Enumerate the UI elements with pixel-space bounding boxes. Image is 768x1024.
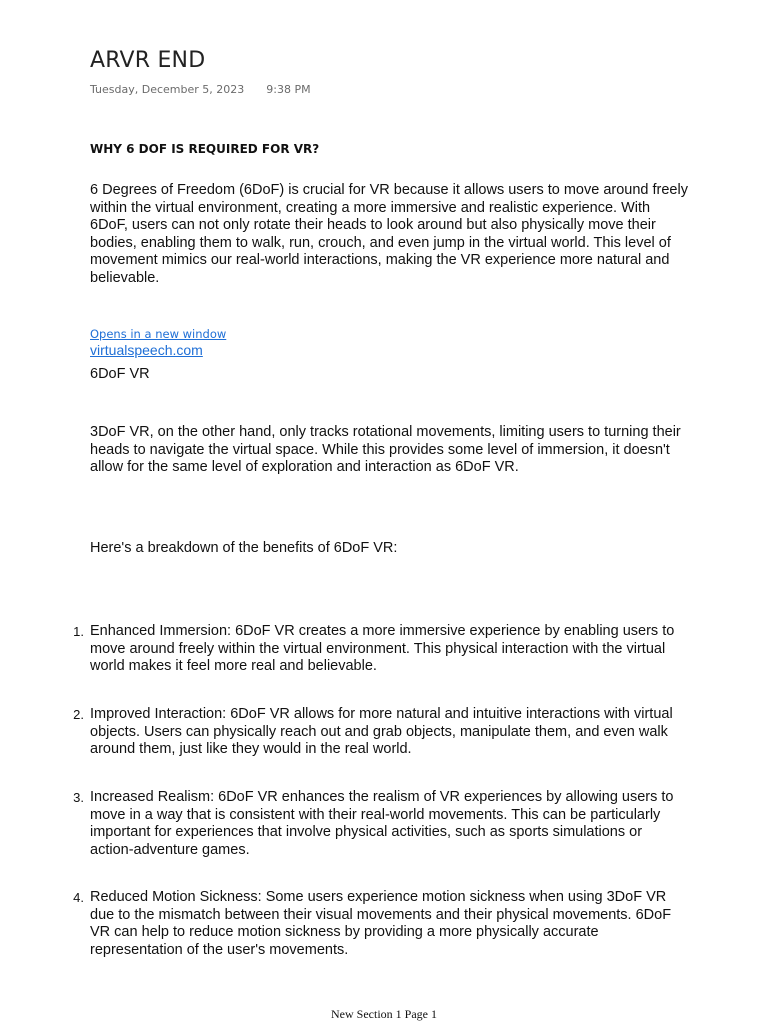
page-footer: New Section 1 Page 1 xyxy=(331,1007,437,1021)
list-item-text: Enhanced Immersion: 6DoF VR creates a more immersive experience by enabling users to move around freely within the virtual environment. This physical interaction with the virtual world makes it feel more real and believable. xyxy=(90,623,675,674)
list-number: 2. xyxy=(73,707,84,722)
source-site-link[interactable]: virtualspeech.com xyxy=(90,342,203,358)
page-title: ARVR END xyxy=(90,48,206,73)
page-time: 9:38 PM xyxy=(266,83,311,96)
open-new-window-link[interactable]: Opens in a new window xyxy=(90,327,227,341)
list-number: 4. xyxy=(73,890,84,905)
paragraph-3dof: 3DoF VR, on the other hand, only tracks rotational movements, limiting users to turning their heads to navigate the virtual space. While this provides some level of immersion, it doesn't allow for the same level of exploration and interaction as 6DoF VR. xyxy=(90,424,681,475)
page-date: Tuesday, December 5, 2023 xyxy=(90,83,245,96)
paragraph-6dof-intro: 6 Degrees of Freedom (6DoF) is crucial for VR because it allows users to move around freely within the virtual environment, creating a more immersive and realistic experience. With 6DoF, users can not only rotate their heads to look around but also physically move their bodies, enabling them to walk, run, crouch, and even jump in the virtual world. This level of movement mimics our real-world interactions, making the VR experience more natural and believable. xyxy=(90,182,688,286)
list-item-text: Increased Realism: 6DoF VR enhances the realism of VR experiences by allowing users to move in a way that is consistent with their real-world movements. This can be particularly important for experiences that involve physical activities, such as sports simulations or action-adventure games. xyxy=(90,789,674,858)
paragraph-breakdown-intro: Here's a breakdown of the benefits of 6DoF VR: xyxy=(90,540,398,556)
list-item xyxy=(73,706,685,759)
page-meta xyxy=(90,83,311,96)
list-number: 1. xyxy=(73,624,84,639)
list-item-text: Improved Interaction: 6DoF VR allows for more natural and intuitive interactions with virtual objects. Users can physically reach out and grab objects, manipulate them, and even walk around them, just like they would in the real world. xyxy=(90,706,673,757)
section-heading: WHY 6 DOF IS REQUIRED FOR VR? xyxy=(90,142,320,156)
list-number: 3. xyxy=(73,790,84,805)
list-item xyxy=(73,623,685,676)
image-caption: 6DoF VR xyxy=(90,366,150,382)
list-item xyxy=(73,889,685,959)
list-item xyxy=(73,789,685,859)
list-item-text: Reduced Motion Sickness: Some users experience motion sickness when using 3DoF VR due to the mismatch between their visual movements and their physical movements. 6DoF VR can help to reduce motion sickness by providing a more physically accurate representation of the user's movements. xyxy=(90,889,672,958)
